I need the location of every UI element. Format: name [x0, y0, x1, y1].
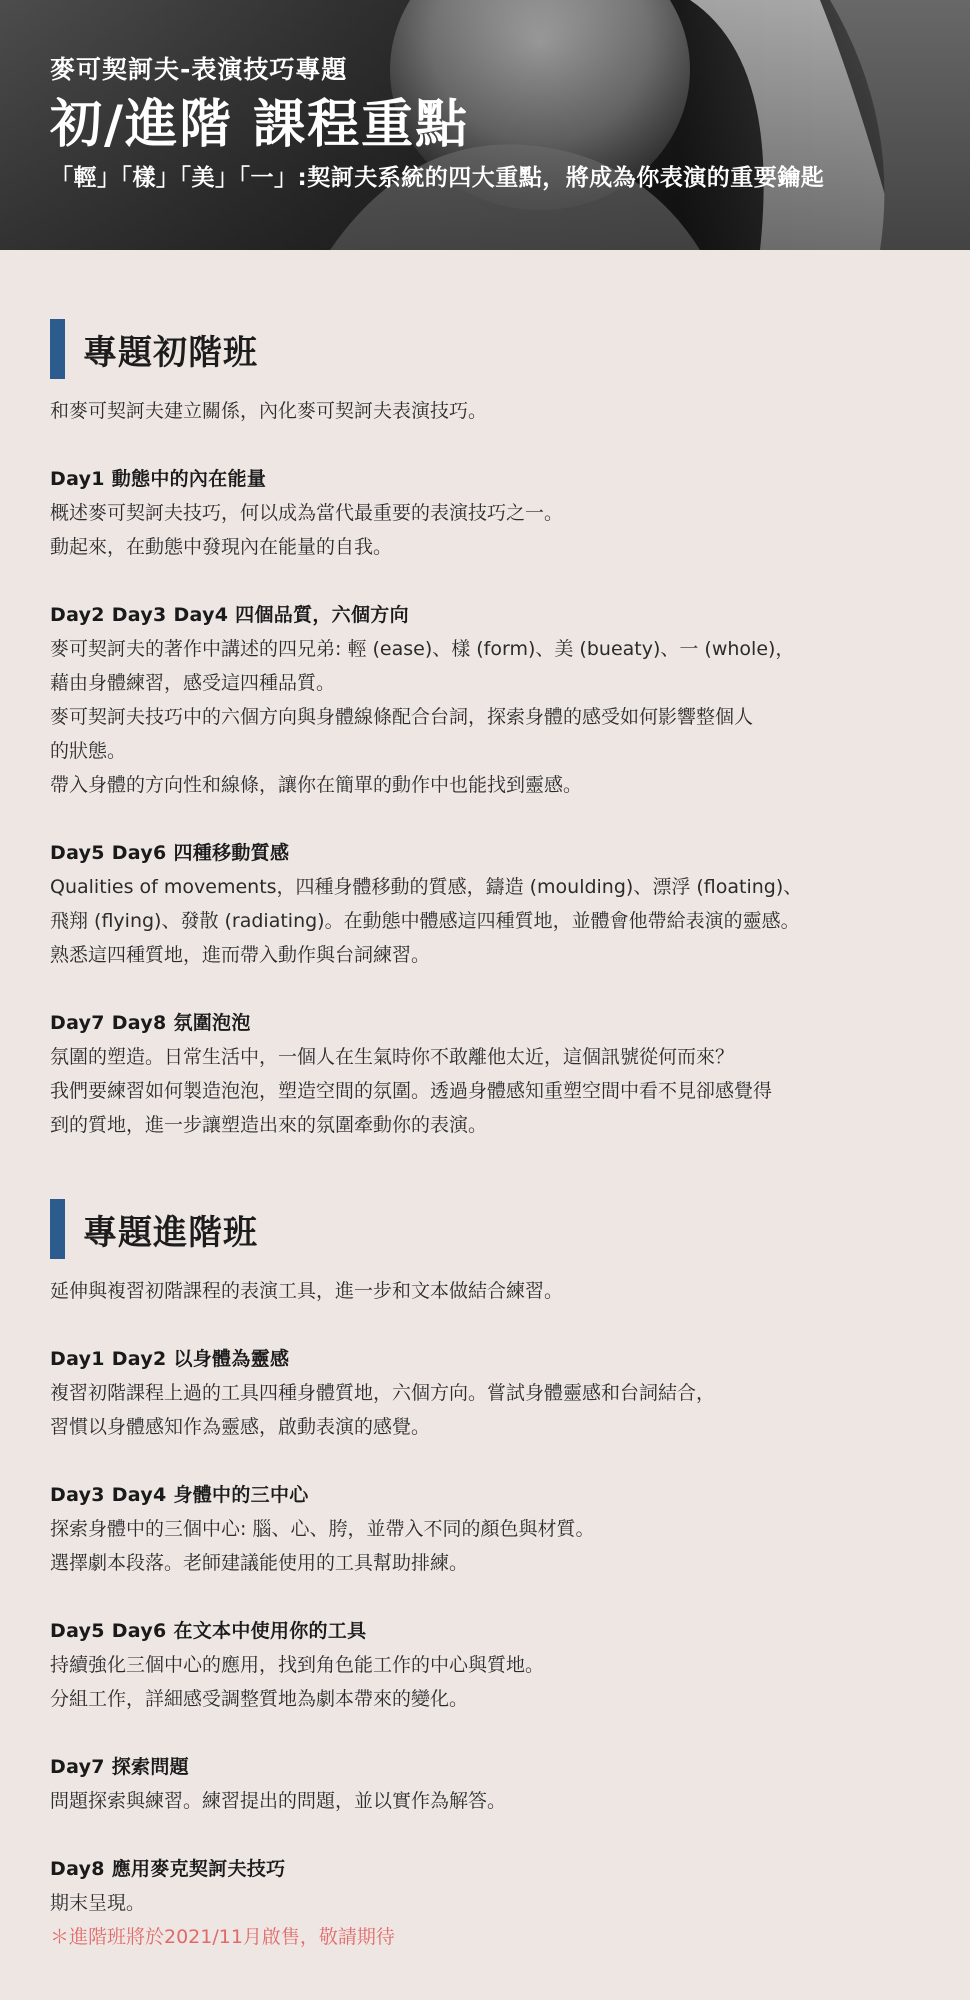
day-heading: Day7 Day8 氛圍泡泡	[50, 1012, 251, 1034]
day-line: 氛圍的塑造。日常生活中，一個人在生氣時你不敢離他太近，這個訊號從何而來？	[50, 1046, 735, 1068]
day-line: 飛翔 (flying)、發散 (radiating)。在動態中體感這四種質地，並體會他帶給表演的靈感。	[50, 910, 800, 932]
day-line: 複習初階課程上過的工具四種身體質地，六個方向。嘗試身體靈感和台詞結合，	[50, 1382, 716, 1404]
day-line: 我們要練習如何製造泡泡，塑造空間的氛圍。透過身體感知重塑空間中看不見卻感覺得	[50, 1080, 773, 1102]
day-line: 探索身體中的三個中心: 腦、心、胯，並帶入不同的顏色與材質。	[50, 1518, 595, 1540]
day-heading: Day5 Day6 四種移動質感	[50, 842, 290, 864]
section-header	[50, 1199, 920, 1259]
release-note: ＊進階班將於2021/11月啟售，敬請期待	[50, 1926, 395, 1948]
day-line: 藉由身體練習，感受這四種品質。	[50, 672, 336, 694]
day-line: 麥可契訶夫技巧中的六個方向與身體線條配合台詞，探索身體的感受如何影響整個人	[50, 706, 754, 728]
day-heading: Day5 Day6 在文本中使用你的工具	[50, 1620, 367, 1642]
day-block	[50, 1852, 920, 1954]
day-block	[50, 598, 920, 802]
day-heading: Day7 探索問題	[50, 1756, 189, 1778]
day-block	[50, 1750, 920, 1818]
section-accent-bar	[50, 319, 65, 379]
section-accent-bar	[50, 1199, 65, 1259]
day-heading: Day3 Day4 身體中的三中心	[50, 1484, 309, 1506]
day-heading: Day8 應用麥克契訶夫技巧	[50, 1858, 286, 1880]
hero-banner	[0, 0, 970, 250]
day-line: 的狀態。	[50, 740, 127, 762]
hero-tagline: 「輕」「樣」「美」「一」:契訶夫系統的四大重點，將成為你表演的重要鑰匙	[50, 165, 825, 191]
day-block	[50, 1478, 920, 1580]
day-line: 習慣以身體感知作為靈感，啟動表演的感覺。	[50, 1416, 431, 1438]
day-line: 到的質地，進一步讓塑造出來的氛圍牽動你的表演。	[50, 1114, 488, 1136]
day-line: 熟悉這四種質地，進而帶入動作與台詞練習。	[50, 944, 431, 966]
day-line: 麥可契訶夫的著作中講述的四兄弟: 輕 (ease)、樣 (form)、美 (bueaty)、一 (whole)，	[50, 638, 795, 660]
day-heading: Day2 Day3 Day4 四個品質，六個方向	[50, 604, 409, 626]
advanced-section	[50, 1199, 920, 1954]
day-block	[50, 836, 920, 972]
day-line: 動起來，在動態中發現內在能量的自我。	[50, 536, 393, 558]
day-block	[50, 1342, 920, 1444]
day-block	[50, 462, 920, 564]
day-block	[50, 1614, 920, 1716]
section-header	[50, 319, 920, 379]
section-title: 專題初階班	[83, 332, 258, 373]
hero-kicker: 麥可契訶夫-表演技巧專題	[50, 55, 348, 84]
hero-text	[50, 50, 824, 196]
day-line: 持續強化三個中心的應用，找到角色能工作的中心與質地。	[50, 1654, 545, 1676]
beginner-section	[50, 319, 920, 1176]
day-line: 期末呈現。	[50, 1892, 146, 1914]
day-line: 帶入身體的方向性和線條，讓你在簡單的動作中也能找到靈感。	[50, 774, 583, 796]
day-line: 分組工作，詳細感受調整質地為劇本帶來的變化。	[50, 1688, 469, 1710]
section-intro: 延伸與複習初階課程的表演工具，進一步和文本做結合練習。	[50, 1280, 564, 1302]
section-title: 專題進階班	[83, 1212, 258, 1253]
day-line: Qualities of movements，四種身體移動的質感，鑄造 (moulding)、漂浮 (floating)、	[50, 876, 803, 898]
day-heading: Day1 動態中的內在能量	[50, 468, 267, 490]
section-intro: 和麥可契訶夫建立關係，內化麥可契訶夫表演技巧。	[50, 400, 488, 422]
day-line: 概述麥可契訶夫技巧，何以成為當代最重要的表演技巧之一。	[50, 502, 564, 524]
day-line: 問題探索與練習。練習提出的問題，並以實作為解答。	[50, 1790, 507, 1812]
day-block	[50, 1006, 920, 1142]
day-heading: Day1 Day2 以身體為靈感	[50, 1348, 290, 1370]
day-line: 選擇劇本段落。老師建議能使用的工具幫助排練。	[50, 1552, 469, 1574]
hero-title: 初/進階 課程重點	[50, 95, 470, 155]
